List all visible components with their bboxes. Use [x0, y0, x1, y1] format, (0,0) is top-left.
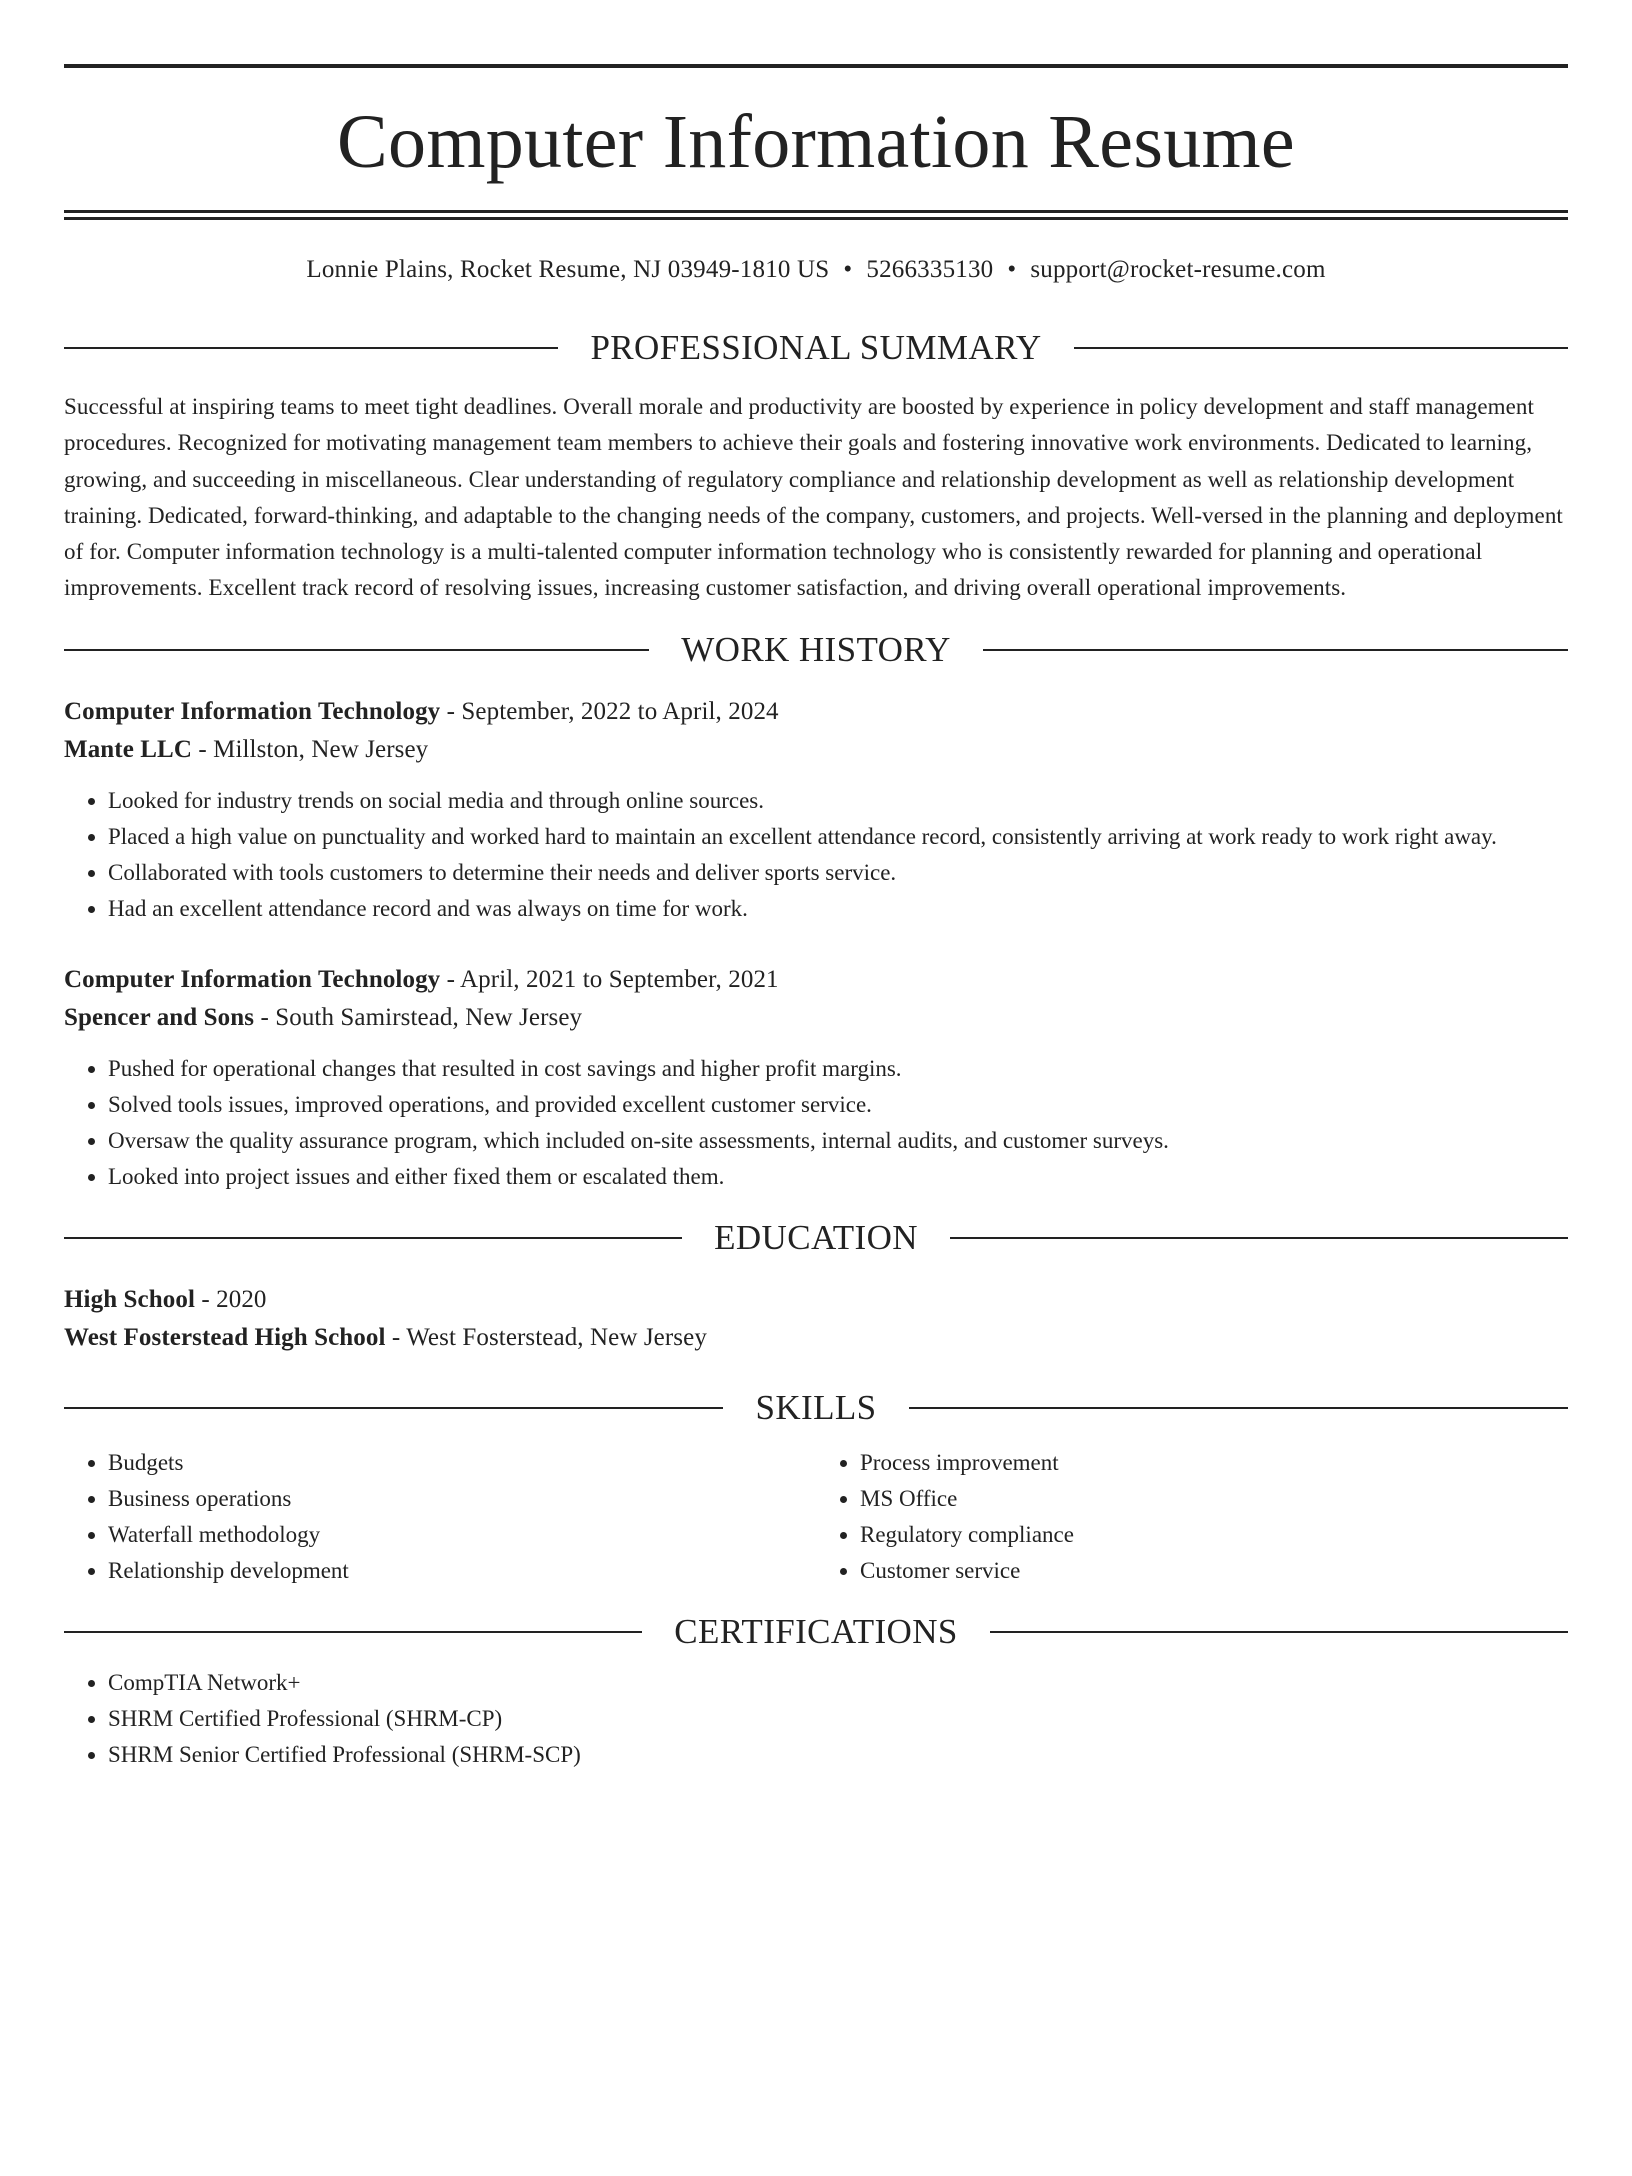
- skills-grid: [64, 1445, 1568, 1589]
- list-item: • Pushed for operational changes that resulted in cost savings and higher profit margins.: [108, 1051, 1568, 1087]
- divider-line: [950, 1237, 1568, 1239]
- job-location: - Millston, New Jersey: [191, 735, 429, 763]
- job-company: Mante LLC: [64, 735, 192, 763]
- section-heading-label: WORK HISTORY: [681, 629, 951, 669]
- list-item: • Solved tools issues, improved operations, and provided excellent customer service.: [108, 1087, 1568, 1123]
- skill-item: • Budgets: [108, 1445, 816, 1481]
- section-heading-label: SKILLS: [755, 1387, 877, 1427]
- section-heading-label: PROFESSIONAL SUMMARY: [590, 328, 1042, 367]
- education-school-line: [64, 1319, 1568, 1357]
- skill-item: • Relationship development: [108, 1553, 816, 1589]
- job-company-line: [64, 731, 1568, 769]
- skill-item: • Waterfall methodology: [108, 1517, 816, 1553]
- certification-item: • SHRM Senior Certified Professional (SHRM-SCP): [108, 1737, 1568, 1773]
- education-location: - West Fosterstead, New Jersey: [385, 1323, 707, 1351]
- education-entry: [64, 1281, 1568, 1357]
- resume-page: [0, 64, 1632, 2176]
- certification-item: • SHRM Certified Professional (SHRM-CP): [108, 1701, 1568, 1737]
- list-item: • Looked for industry trends on social media and through online sources.: [108, 783, 1568, 819]
- certifications-list: [64, 1665, 1568, 1773]
- job-company: Spencer and Sons: [64, 1003, 255, 1031]
- skills-column-left: [64, 1445, 816, 1589]
- job-entry: [64, 961, 1568, 1195]
- contact-phone: 5266335130: [866, 256, 994, 283]
- divider-line: [64, 1631, 642, 1633]
- summary-text: Successful at inspiring teams to meet tight deadlines. Overall morale and productivity are boosted by experience in policy development and staff management procedures. Recognized for motivating management team members to achieve their goals and fostering innovative work environments. Dedicated to learning, growing, and succeeding in miscellaneous. Clear understanding of regulatory compliance and relationship development as well as relationship development training. Dedicated, forward-thinking, and adaptable to the changing needs of the company, customers, and projects. Well-versed in the planning and deployment of for. Computer information technology is a multi-talented computer information technology who is consistently rewarded for planning and operational improvements. Excellent track record of resolving issues, increasing customer satisfaction, and driving overall operational improvements.: [64, 394, 1563, 601]
- certification-item: • CompTIA Network+: [108, 1665, 1568, 1701]
- header-double-rule: [64, 210, 1568, 220]
- divider-line: [909, 1407, 1568, 1409]
- section-heading-label: CERTIFICATIONS: [674, 1611, 958, 1651]
- job-dates: - April, 2021 to September, 2021: [440, 965, 779, 993]
- job-title: Computer Information Technology: [64, 697, 441, 725]
- job-bullets: [64, 783, 1568, 927]
- job-title-line: [64, 961, 1568, 999]
- skill-item: • Business operations: [108, 1481, 816, 1517]
- job-dates: - September, 2022 to April, 2024: [440, 697, 779, 725]
- divider-line: [64, 649, 649, 651]
- contact-address: Lonnie Plains, Rocket Resume, NJ 03949-1810 US: [306, 256, 830, 283]
- list-item: • Had an excellent attendance record and was always on time for work.: [108, 891, 1568, 927]
- contact-separator: •: [843, 256, 853, 283]
- section-heading-education: [64, 1219, 1568, 1257]
- contact-line: [64, 255, 1568, 285]
- resume-title: Computer Information Resume: [337, 100, 1295, 184]
- section-heading-label: EDUCATION: [714, 1217, 918, 1257]
- contact-separator: •: [1007, 256, 1017, 283]
- education-school: West Fosterstead High School: [64, 1323, 386, 1351]
- skill-item: • Customer service: [860, 1553, 1568, 1589]
- education-degree-line: [64, 1281, 1568, 1319]
- skill-item: • MS Office: [860, 1481, 1568, 1517]
- list-item: • Looked into project issues and either fixed them or escalated them.: [108, 1159, 1568, 1195]
- job-list: [64, 693, 1568, 1195]
- job-entry: [64, 693, 1568, 927]
- education-degree: High School: [64, 1285, 195, 1313]
- job-bullets: [64, 1051, 1568, 1195]
- section-heading-work: [64, 631, 1568, 669]
- education-year: - 2020: [195, 1285, 267, 1313]
- section-heading-certifications: [64, 1613, 1568, 1651]
- divider-line: [64, 347, 558, 349]
- job-title-line: [64, 693, 1568, 731]
- list-item: • Collaborated with tools customers to determine their needs and deliver sports service.: [108, 855, 1568, 891]
- divider-line: [1074, 347, 1568, 349]
- divider-line: [64, 1407, 723, 1409]
- section-heading-skills: [64, 1389, 1568, 1427]
- job-title: Computer Information Technology: [64, 965, 441, 993]
- header-top-rule: [64, 64, 1568, 68]
- job-location: - South Samirstead, New Jersey: [254, 1003, 583, 1031]
- section-heading-summary: [64, 329, 1568, 367]
- divider-line: [990, 1631, 1568, 1633]
- contact-email: support@rocket-resume.com: [1030, 256, 1326, 283]
- list-item: • Oversaw the quality assurance program, which included on-site assessments, internal audits, and customer surveys.: [108, 1123, 1568, 1159]
- skill-item: • Regulatory compliance: [860, 1517, 1568, 1553]
- divider-line: [983, 649, 1568, 651]
- list-item: • Placed a high value on punctuality and worked hard to maintain an excellent attendance record, consistently arriving at work ready to work right away.: [108, 819, 1568, 855]
- skills-column-right: [816, 1445, 1568, 1589]
- job-company-line: [64, 999, 1568, 1037]
- skill-item: • Process improvement: [860, 1445, 1568, 1481]
- divider-line: [64, 1237, 682, 1239]
